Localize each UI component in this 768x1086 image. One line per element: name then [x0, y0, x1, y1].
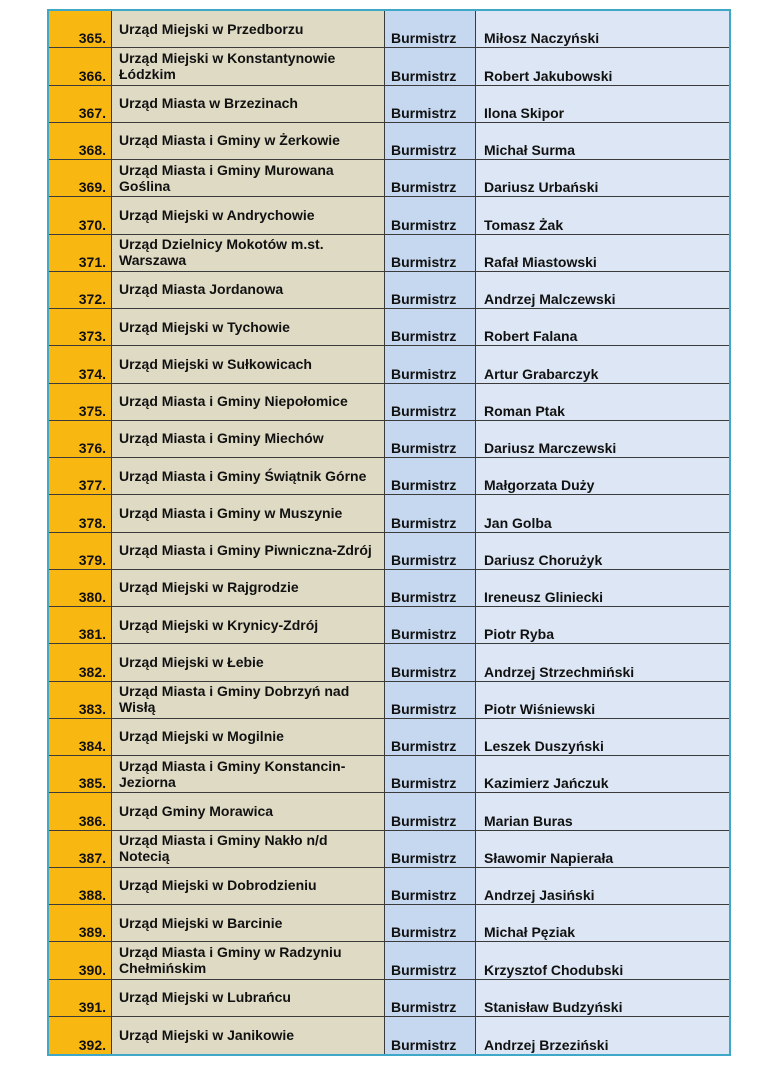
table-row — [49, 570, 729, 607]
position-title: Burmistrz — [385, 831, 476, 867]
position-title: Burmistrz — [385, 980, 476, 1016]
table-row — [49, 831, 729, 868]
row-number: 385. — [49, 756, 111, 792]
table-row — [49, 607, 729, 644]
position-title: Burmistrz — [385, 607, 476, 643]
person-name: Artur Grabarczyk — [476, 346, 729, 382]
office-name: Urząd Miasta i Gminy w Radzyniu Chełmińskim — [111, 942, 385, 978]
row-number: 383. — [49, 682, 111, 718]
row-number: 372. — [49, 272, 111, 308]
position-title: Burmistrz — [385, 160, 476, 196]
table-row — [49, 793, 729, 830]
person-name: Małgorzata Duży — [476, 458, 729, 494]
office-name: Urząd Miejski w Łebie — [111, 644, 385, 680]
office-name: Urząd Miasta i Gminy Konstancin- Jeziorna — [111, 756, 385, 792]
person-name: Ireneusz Gliniecki — [476, 570, 729, 606]
row-number: 379. — [49, 533, 111, 569]
office-name: Urząd Miasta i Gminy Piwniczna-Zdrój — [111, 533, 385, 569]
office-name: Urząd Miejski w Andrychowie — [111, 197, 385, 233]
table-row — [49, 309, 729, 346]
row-number: 367. — [49, 86, 111, 122]
position-title: Burmistrz — [385, 756, 476, 792]
table-row — [49, 272, 729, 309]
row-number: 391. — [49, 980, 111, 1016]
table-row — [49, 160, 729, 197]
officials-table — [47, 9, 731, 1056]
person-name: Ilona Skipor — [476, 86, 729, 122]
table-row — [49, 384, 729, 421]
position-title: Burmistrz — [385, 346, 476, 382]
position-title: Burmistrz — [385, 533, 476, 569]
office-name: Urząd Miasta w Brzezinach — [111, 86, 385, 122]
position-title: Burmistrz — [385, 421, 476, 457]
person-name: Stanisław Budzyński — [476, 980, 729, 1016]
person-name: Robert Falana — [476, 309, 729, 345]
row-number: 381. — [49, 607, 111, 643]
position-title: Burmistrz — [385, 495, 476, 531]
office-name: Urząd Dzielnicy Mokotów m.st. Warszawa — [111, 235, 385, 271]
position-title: Burmistrz — [385, 48, 476, 84]
office-name: Urząd Miejski w Krynicy-Zdrój — [111, 607, 385, 643]
position-title: Burmistrz — [385, 384, 476, 420]
position-title: Burmistrz — [385, 86, 476, 122]
office-name: Urząd Miasta i Gminy Dobrzyń nad Wisłą — [111, 682, 385, 718]
position-title: Burmistrz — [385, 197, 476, 233]
position-title: Burmistrz — [385, 309, 476, 345]
position-title: Burmistrz — [385, 570, 476, 606]
table-row — [49, 905, 729, 942]
person-name: Sławomir Napierała — [476, 831, 729, 867]
office-name: Urząd Miasta i Gminy w Muszynie — [111, 495, 385, 531]
row-number: 374. — [49, 346, 111, 382]
person-name: Dariusz Chorużyk — [476, 533, 729, 569]
row-number: 365. — [49, 11, 111, 47]
row-number: 371. — [49, 235, 111, 271]
person-name: Kazimierz Jańczuk — [476, 756, 729, 792]
person-name: Andrzej Brzeziński — [476, 1017, 729, 1054]
office-name: Urząd Miejski w Mogilnie — [111, 719, 385, 755]
position-title: Burmistrz — [385, 719, 476, 755]
office-name: Urząd Miejski w Dobrodzieniu — [111, 868, 385, 904]
row-number: 382. — [49, 644, 111, 680]
person-name: Dariusz Urbański — [476, 160, 729, 196]
office-name: Urząd Miejski w Tychowie — [111, 309, 385, 345]
person-name: Robert Jakubowski — [476, 48, 729, 84]
position-title: Burmistrz — [385, 644, 476, 680]
table-row — [49, 235, 729, 272]
table-row — [49, 86, 729, 123]
row-number: 384. — [49, 719, 111, 755]
person-name: Roman Ptak — [476, 384, 729, 420]
person-name: Rafał Miastowski — [476, 235, 729, 271]
table-row — [49, 942, 729, 979]
person-name: Leszek Duszyński — [476, 719, 729, 755]
row-number: 377. — [49, 458, 111, 494]
person-name: Tomasz Żak — [476, 197, 729, 233]
row-number: 390. — [49, 942, 111, 978]
table-row — [49, 719, 729, 756]
table-row — [49, 868, 729, 905]
table-row — [49, 980, 729, 1017]
office-name: Urząd Gminy Morawica — [111, 793, 385, 829]
table-row — [49, 1017, 729, 1054]
office-name: Urząd Miejski w Rajgrodzie — [111, 570, 385, 606]
position-title: Burmistrz — [385, 235, 476, 271]
office-name: Urząd Miejski w Konstantynowie Łódzkim — [111, 48, 385, 84]
person-name: Andrzej Jasiński — [476, 868, 729, 904]
row-number: 389. — [49, 905, 111, 941]
row-number: 378. — [49, 495, 111, 531]
office-name: Urząd Miasta i Gminy Murowana Goślina — [111, 160, 385, 196]
person-name: Jan Golba — [476, 495, 729, 531]
table-row — [49, 533, 729, 570]
table-row — [49, 644, 729, 681]
row-number: 366. — [49, 48, 111, 84]
position-title: Burmistrz — [385, 942, 476, 978]
person-name: Piotr Ryba — [476, 607, 729, 643]
position-title: Burmistrz — [385, 905, 476, 941]
office-name: Urząd Miasta Jordanowa — [111, 272, 385, 308]
table-row — [49, 11, 729, 48]
row-number: 370. — [49, 197, 111, 233]
person-name: Michał Pęziak — [476, 905, 729, 941]
person-name: Michał Surma — [476, 123, 729, 159]
row-number: 373. — [49, 309, 111, 345]
position-title: Burmistrz — [385, 868, 476, 904]
table-row — [49, 123, 729, 160]
office-name: Urząd Miasta i Gminy w Żerkowie — [111, 123, 385, 159]
person-name: Marian Buras — [476, 793, 729, 829]
row-number: 369. — [49, 160, 111, 196]
person-name: Krzysztof Chodubski — [476, 942, 729, 978]
table-row — [49, 346, 729, 383]
position-title: Burmistrz — [385, 793, 476, 829]
office-name: Urząd Miejski w Janikowie — [111, 1017, 385, 1054]
row-number: 368. — [49, 123, 111, 159]
table-row — [49, 495, 729, 532]
table-row — [49, 458, 729, 495]
row-number: 375. — [49, 384, 111, 420]
table-row — [49, 421, 729, 458]
row-number: 380. — [49, 570, 111, 606]
office-name: Urząd Miejski w Lubrańcu — [111, 980, 385, 1016]
row-number: 388. — [49, 868, 111, 904]
person-name: Andrzej Strzechmiński — [476, 644, 729, 680]
office-name: Urząd Miasta i Gminy Miechów — [111, 421, 385, 457]
table-row — [49, 682, 729, 719]
office-name: Urząd Miasta i Gminy Nakło n/d Notecią — [111, 831, 385, 867]
table-row — [49, 197, 729, 234]
position-title: Burmistrz — [385, 11, 476, 47]
office-name: Urząd Miasta i Gminy Świątnik Górne — [111, 458, 385, 494]
position-title: Burmistrz — [385, 458, 476, 494]
row-number: 387. — [49, 831, 111, 867]
office-name: Urząd Miejski w Sułkowicach — [111, 346, 385, 382]
office-name: Urząd Miejski w Przedborzu — [111, 11, 385, 47]
row-number: 376. — [49, 421, 111, 457]
person-name: Miłosz Naczyński — [476, 11, 729, 47]
table-row — [49, 48, 729, 85]
office-name: Urząd Miasta i Gminy Niepołomice — [111, 384, 385, 420]
person-name: Dariusz Marczewski — [476, 421, 729, 457]
table-row — [49, 756, 729, 793]
person-name: Andrzej Malczewski — [476, 272, 729, 308]
person-name: Piotr Wiśniewski — [476, 682, 729, 718]
row-number: 386. — [49, 793, 111, 829]
position-title: Burmistrz — [385, 272, 476, 308]
office-name: Urząd Miejski w Barcinie — [111, 905, 385, 941]
position-title: Burmistrz — [385, 682, 476, 718]
row-number: 392. — [49, 1017, 111, 1054]
position-title: Burmistrz — [385, 1017, 476, 1054]
position-title: Burmistrz — [385, 123, 476, 159]
